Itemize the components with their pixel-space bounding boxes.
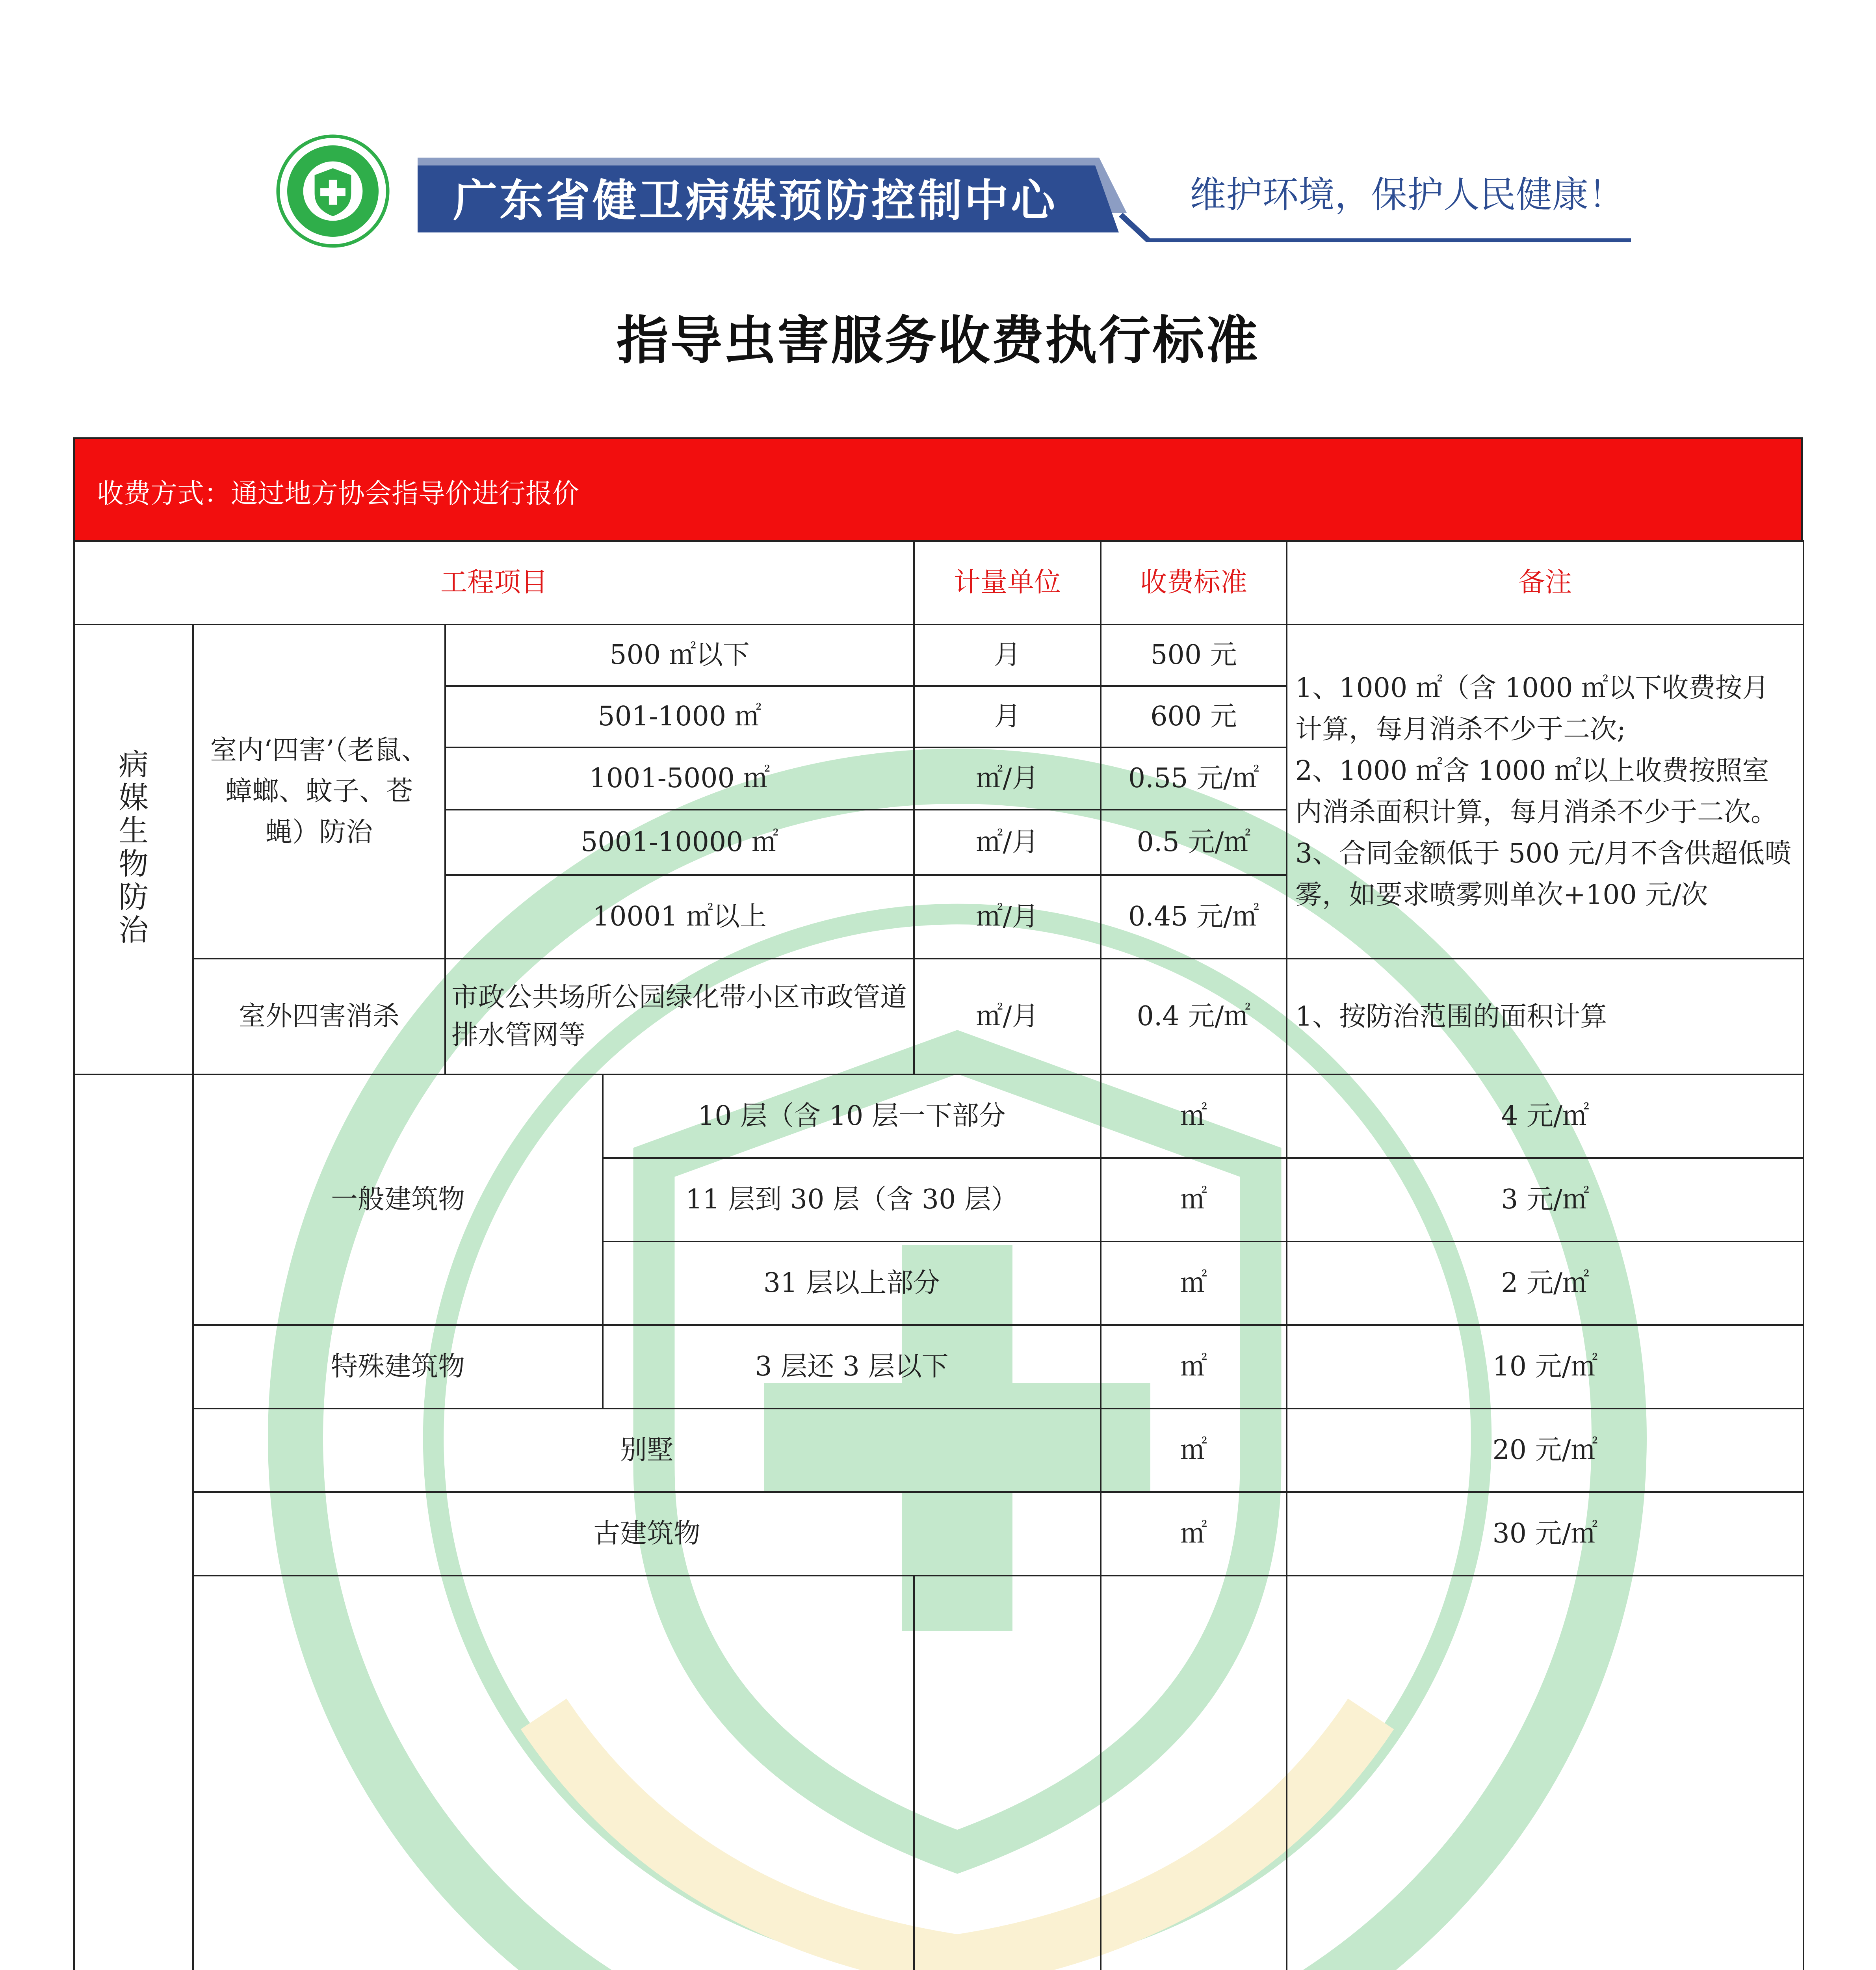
header-note: 备注 xyxy=(1287,541,1804,624)
unit-cell: ㎡/月 xyxy=(914,810,1101,875)
table-row xyxy=(74,959,1804,1074)
table-row xyxy=(74,1325,1804,1409)
scope-cell: 1001-5000 ㎡ xyxy=(445,747,914,810)
outdoor-scope: 市政公共场所公园绿化带小区市政管道排水管网等 xyxy=(445,959,914,1074)
unit-cell: ㎡ xyxy=(1101,1409,1287,1492)
villa-label: 别墅 xyxy=(193,1409,1101,1492)
scope-cell xyxy=(914,1576,1101,1970)
unit-cell: ㎡ xyxy=(1101,1492,1287,1576)
table-row xyxy=(74,1409,1804,1492)
organization-logo xyxy=(276,134,390,248)
special-building-label: 特殊建筑物 xyxy=(193,1325,603,1409)
header-unit: 计量单位 xyxy=(914,541,1101,624)
outdoor-pests-label: 室外四害消杀 xyxy=(193,959,445,1074)
scope-cell: 31 层以上部分 xyxy=(603,1241,1101,1325)
indoor-pests-label: 室内‘四害’（老鼠、蟑螂、蚊子、苍蝇）防治 xyxy=(193,624,445,959)
price-cell: 4 元/㎡ xyxy=(1287,1074,1804,1158)
unit-cell: ㎡ xyxy=(1101,1158,1287,1241)
price-cell: 3 元/㎡ xyxy=(1287,1158,1804,1241)
price-cell: 2 元/㎡ xyxy=(1287,1241,1804,1325)
scope-cell: 11 层到 30 层（含 30 层） xyxy=(603,1158,1101,1241)
unit-cell: ㎡ xyxy=(1101,1325,1287,1409)
unit-cell: ㎡ xyxy=(1101,1241,1287,1325)
scope-cell: 3 层还 3 层以下 xyxy=(603,1325,1101,1409)
price-cell: 0.4 元/㎡ xyxy=(1101,959,1287,1074)
price-cell: 500 元 xyxy=(1101,624,1287,686)
unit-cell: ㎡/月 xyxy=(914,747,1101,810)
table-row xyxy=(74,624,1804,686)
pricing-method-text: 收费方式：通过地方协会指导价进行报价 xyxy=(97,478,580,509)
price-cell: 0.55 元/㎡ xyxy=(1101,747,1287,810)
scope-cell: 5001-10000 ㎡ xyxy=(445,810,914,875)
price-cell: 20 元/㎡ xyxy=(1287,1409,1804,1492)
table-row xyxy=(74,1074,1804,1158)
ancient-building-label: 古建筑物 xyxy=(193,1492,1101,1576)
unit-cell: 月 xyxy=(914,686,1101,747)
note-line: 3、合同金额低于 500 元/月不含供超低喷雾，如要求喷雾则单次+100 元/次 xyxy=(1295,838,1792,911)
scope-cell: 500 ㎡以下 xyxy=(445,624,914,686)
table-header-row xyxy=(74,541,1804,624)
indoor-notes xyxy=(1287,624,1804,959)
scope-cell: 501-1000 ㎡ xyxy=(445,686,914,747)
category-termite-prevention xyxy=(74,1074,193,1970)
price-cell: 0.45 元/㎡ xyxy=(1101,875,1287,959)
price-cell: 0.5 元/㎡ xyxy=(1101,810,1287,875)
table-row xyxy=(74,1492,1804,1576)
header-price: 收费标准 xyxy=(1101,541,1287,624)
price-cell: 10 元/㎡ xyxy=(1287,1325,1804,1409)
scope-cell: 10001 ㎡以上 xyxy=(445,875,914,959)
header-slogan: 维护环境，保护人民健康！ xyxy=(1190,174,1625,216)
document-title: 指导虫害服务收费执行标准 xyxy=(617,310,1259,371)
organization-name: 广东省健卫病媒预防控制中心 xyxy=(453,175,1057,227)
unit-cell xyxy=(1101,1576,1287,1970)
price-cell: 30 元/㎡ xyxy=(1287,1492,1804,1576)
home-decoration-label xyxy=(193,1576,914,1970)
unit-cell: ㎡/月 xyxy=(914,959,1101,1074)
unit-cell: 月 xyxy=(914,624,1101,686)
header-item: 工程项目 xyxy=(74,541,914,624)
scope-cell: 10 层（含 10 层一下部分 xyxy=(603,1074,1101,1158)
pricing-table xyxy=(73,540,1804,1970)
table-row xyxy=(74,1576,1804,1970)
note-line: 1、1000 ㎡（含 1000 ㎡以下收费按月计算，每月消杀不少于二次; xyxy=(1295,673,1769,745)
pricing-method-bar xyxy=(73,437,1803,542)
unit-cell: ㎡ xyxy=(1101,1074,1287,1158)
price-cell xyxy=(1287,1576,1804,1970)
outdoor-note: 1、按防治范围的面积计算 xyxy=(1287,959,1804,1074)
note-line: 2、1000 ㎡含 1000 ㎡以上收费按照室内消杀面积计算，每月消杀不少于二次。 xyxy=(1295,755,1778,828)
price-cell: 600 元 xyxy=(1101,686,1287,747)
general-building-label: 一般建筑物 xyxy=(193,1074,603,1325)
category-vector-control: 病媒生物防治 xyxy=(74,624,193,1074)
unit-cell: ㎡/月 xyxy=(914,875,1101,959)
